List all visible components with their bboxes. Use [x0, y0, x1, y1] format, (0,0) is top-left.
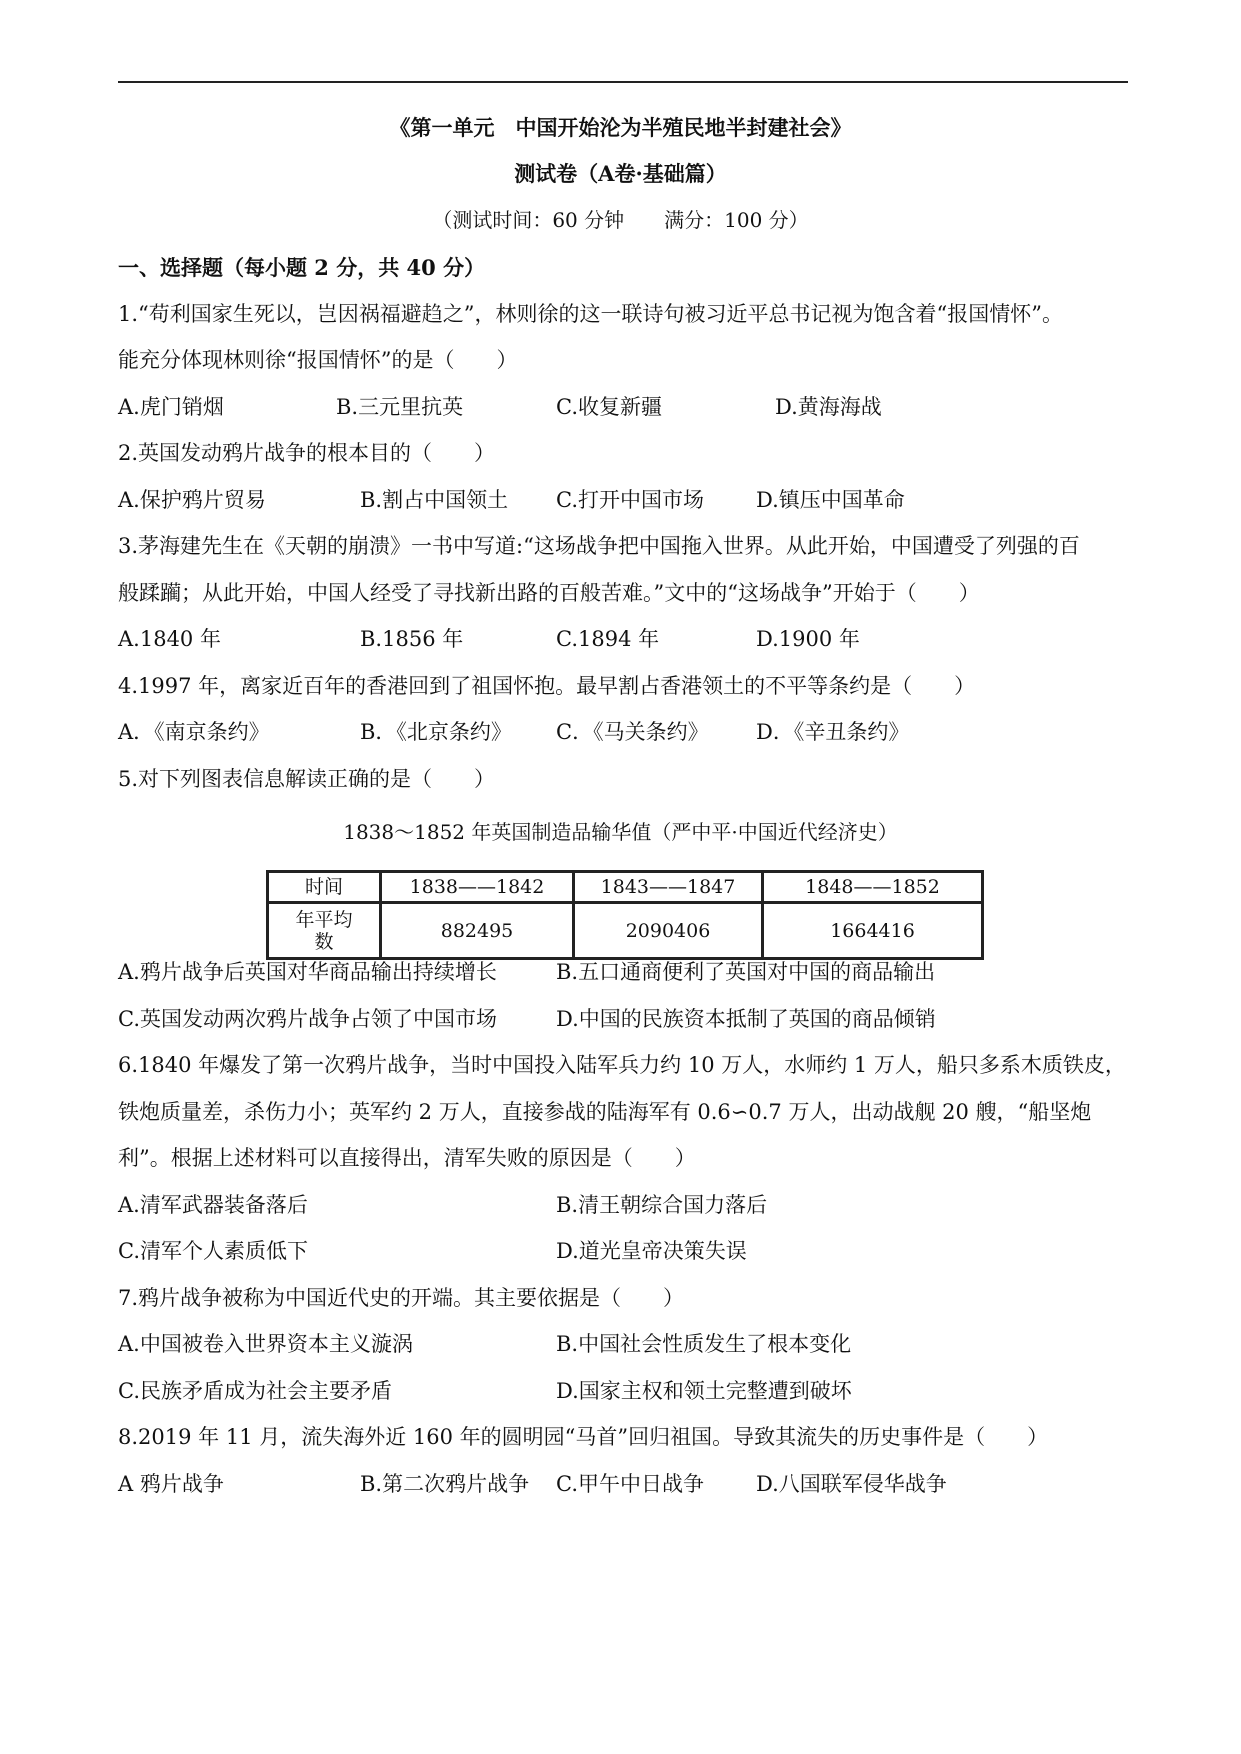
q1-option-a: A.虎门销烟: [118, 395, 224, 419]
q6-option-c: C.清军个人素质低下: [118, 1239, 308, 1263]
header-rule: [118, 81, 1128, 83]
table-header-cell: 1843——1847: [574, 872, 763, 903]
table-header-row: [268, 872, 983, 903]
q3-option-a: A.1840 年: [118, 627, 221, 651]
q7-option-c: C.民族矛盾成为社会主要矛盾: [118, 1379, 392, 1403]
q6-option-d: D.道光皇帝决策失误: [556, 1239, 747, 1263]
q4-option-c: C．《马关条约》: [556, 720, 709, 744]
page-title: 《第一单元 中国开始沦为半殖民地半封建社会》: [389, 115, 852, 140]
table-header-cell: 1848——1852: [763, 872, 983, 903]
table-header-cell: 1838——1842: [381, 872, 574, 903]
q7-option-b: B.中国社会性质发生了根本变化: [556, 1332, 852, 1356]
q2-option-a: A.保护鸦片贸易: [118, 488, 266, 512]
q2-option-b: B.割占中国领土: [360, 488, 509, 512]
table-cell: 2090406: [574, 903, 763, 959]
question-5-text: 5.对下列图表信息解读正确的是（ ）: [118, 767, 496, 791]
question-6-text-cont: 铁炮质量差，杀伤力小；英军约 2 万人，直接参战的陆海军有 0.6∽0.7 万人，出动战舰 20 艘，“船坚炮: [118, 1100, 1092, 1124]
table-cell: 882495: [381, 903, 574, 959]
q4-option-b: B．《北京条约》: [360, 720, 512, 744]
table-row: [268, 903, 983, 959]
q8-option-d: D.八国联军侵华战争: [756, 1472, 947, 1496]
test-meta: （测试时间：60 分钟 满分：100 分）: [432, 208, 809, 232]
table-row-label-line1: 年平均: [295, 908, 353, 931]
q5-option-d: D.中国的民族资本抵制了英国的商品倾销: [556, 1007, 936, 1031]
q4-option-a: A．《南京条约》: [118, 720, 270, 744]
q6-option-b: B.清王朝综合国力落后: [556, 1193, 768, 1217]
table-row-label: [268, 903, 381, 959]
table-header-cell: 时间: [268, 872, 381, 903]
q3-option-c: C.1894 年: [556, 627, 660, 651]
q5-option-a: A.鸦片战争后英国对华商品输出持续增长: [118, 960, 497, 984]
q5-option-b: B.五口通商便利了英国对中国的商品输出: [556, 960, 936, 984]
question-1-text-cont: 能充分体现林则徐“报国情怀”的是（ ）: [118, 348, 518, 372]
question-2-text: 2.英国发动鸦片战争的根本目的（ ）: [118, 441, 496, 465]
q6-option-a: A.清军武器装备落后: [118, 1193, 308, 1217]
table-row-label-line2: 数: [314, 930, 334, 953]
q5-option-c: C.英国发动两次鸦片战争占领了中国市场: [118, 1007, 497, 1031]
q8-option-a: A 鸦片战争: [118, 1472, 224, 1496]
q3-option-d: D.1900 年: [756, 627, 860, 651]
q1-option-b: B.三元里抗英: [336, 395, 464, 419]
q7-option-d: D.国家主权和领土完整遭到破坏: [556, 1379, 852, 1403]
question-7-text: 7.鸦片战争被称为中国近代史的开端。其主要依据是（ ）: [118, 1286, 685, 1310]
q7-option-a: A.中国被卷入世界资本主义漩涡: [118, 1332, 413, 1356]
question-1-text: 1.“苟利国家生死以，岂因祸福避趋之”，林则徐的这一联诗句被习近平总书记视为饱含着“报国情怀”。: [118, 302, 1063, 326]
page-subtitle: 测试卷（A卷·基础篇）: [514, 161, 727, 186]
export-value-table: [266, 870, 984, 960]
question-4-text: 4.1997 年，离家近百年的香港回到了祖国怀抱。最早割占香港领土的不平等条约是（ ）: [118, 674, 976, 698]
q8-option-b: B.第二次鸦片战争: [360, 1472, 530, 1496]
table-caption: 1838～1852 年英国制造品输华值（严中平·中国近代经济史）: [343, 820, 898, 844]
q2-option-d: D.镇压中国革命: [756, 488, 905, 512]
question-3-text-cont: 般蹂躏；从此开始，中国人经受了寻找新出路的百般苦难。”文中的“这场战争”开始于（ ）: [118, 581, 980, 605]
q1-option-c: C.收复新疆: [556, 395, 662, 419]
q2-option-c: C.打开中国市场: [556, 488, 704, 512]
question-3-text: 3.茅海建先生在《天朝的崩溃》一书中写道:“这场战争把中国拖入世界。从此开始，中国遭受了列强的百: [118, 534, 1080, 558]
table-cell: 1664416: [763, 903, 983, 959]
section-heading: 一、选择题（每小题 2 分，共 40 分）: [118, 255, 486, 280]
question-6-text: 6.1840 年爆发了第一次鸦片战争，当时中国投入陆军兵力约 10 万人，水师约 1 万人，船只多系木质铁皮，: [118, 1053, 1126, 1077]
question-8-text: 8.2019 年 11 月，流失海外近 160 年的圆明园“马首”回归祖国。导致其流失的历史事件是（ ）: [118, 1425, 1049, 1449]
q3-option-b: B.1856 年: [360, 627, 464, 651]
q4-option-d: D．《辛丑条约》: [756, 720, 910, 744]
q8-option-c: C.甲午中日战争: [556, 1472, 704, 1496]
q1-option-d: D.黄海海战: [775, 395, 882, 419]
question-6-text-cont2: 利”。根据上述材料可以直接得出，清军失败的原因是（ ）: [118, 1146, 696, 1170]
